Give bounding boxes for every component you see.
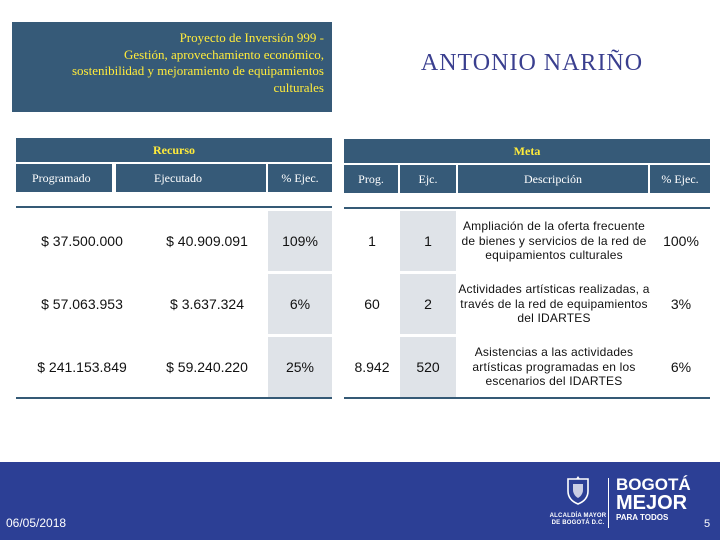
cell-ejecutado: $ 40.909.091 (166, 233, 248, 249)
project-title-box (12, 22, 332, 112)
cell-pct-recurso: 6% (268, 274, 332, 334)
project-title-line: Proyecto de Inversión 999 - (179, 30, 324, 45)
project-title-line: Gestión, aprovechamiento económico, (124, 46, 324, 62)
cell-programado: $ 37.500.000 (41, 233, 123, 249)
cell-pct-meta: 3% (670, 296, 692, 312)
alcaldia-logo-line: ALCALDÍA MAYOR (549, 513, 607, 519)
cell-ejecutado: $ 59.240.220 (166, 359, 248, 375)
cell-pct-meta: 100% (663, 233, 699, 249)
project-title-line: sostenibilidad y mejoramiento de equipamientos (71, 63, 324, 78)
page-title: ANTONIO NARIÑO (420, 50, 644, 76)
cell-prog: 1 (368, 233, 376, 249)
col-header-ejecutado: Ejecutado (116, 164, 266, 192)
section-header-meta: Meta (344, 139, 710, 163)
alcaldia-logo (548, 476, 608, 532)
cell-ejc: 520 (400, 337, 456, 397)
col-header-ejc: Ejc. (400, 165, 456, 193)
cell-pct-recurso: 109% (268, 211, 332, 271)
cell-pct-meta: 6% (670, 359, 692, 375)
section-header-recurso: Recurso (16, 138, 332, 162)
cell-descripcion: Asistencias a las actividades artísticas programadas en los escenarios del IDARTES (472, 345, 636, 389)
footer-date: 06/05/2018 (6, 516, 67, 530)
project-title-line: culturales (273, 79, 324, 95)
footer-bar (0, 462, 720, 540)
bogota-mejor-logo-line: PARA TODOS (616, 513, 669, 522)
row-divider (344, 207, 710, 209)
page-number: 5 (704, 518, 711, 530)
coat-of-arms-icon (565, 476, 591, 506)
bogota-mejor-logo-line: BOGOTÁ (616, 475, 691, 494)
cell-ejc: 1 (400, 211, 456, 271)
cell-prog: 60 (364, 296, 380, 312)
col-header-pct-ejec-meta: % Ejec. (650, 165, 710, 193)
logo-separator (608, 478, 609, 528)
cell-pct-recurso: 25% (268, 337, 332, 397)
col-header-prog: Prog. (344, 165, 398, 193)
bogota-mejor-logo (616, 476, 696, 532)
row-divider (16, 397, 332, 399)
bogota-mejor-logo-line: MEJOR (616, 492, 688, 514)
cell-descripcion: Ampliación de la oferta frecuente de bienes y servicios de la red de equipamientos culturales (461, 219, 647, 263)
col-header-descripcion: Descripción (458, 165, 648, 193)
cell-programado: $ 57.063.953 (41, 296, 123, 312)
row-divider (344, 397, 710, 399)
row-divider (16, 206, 332, 208)
cell-programado: $ 241.153.849 (37, 359, 127, 375)
cell-ejecutado: $ 3.637.324 (170, 296, 244, 312)
col-header-programado: Programado (16, 164, 112, 192)
cell-ejc: 2 (400, 274, 456, 334)
cell-descripcion: Actividades artísticas realizadas, a través de la red de equipamientos del IDARTES (458, 282, 650, 326)
alcaldia-logo-line: DE BOGOTÁ D.C. (551, 520, 605, 526)
col-header-pct-ejec-recurso: % Ejec. (268, 164, 332, 192)
cell-prog: 8.942 (354, 359, 390, 375)
